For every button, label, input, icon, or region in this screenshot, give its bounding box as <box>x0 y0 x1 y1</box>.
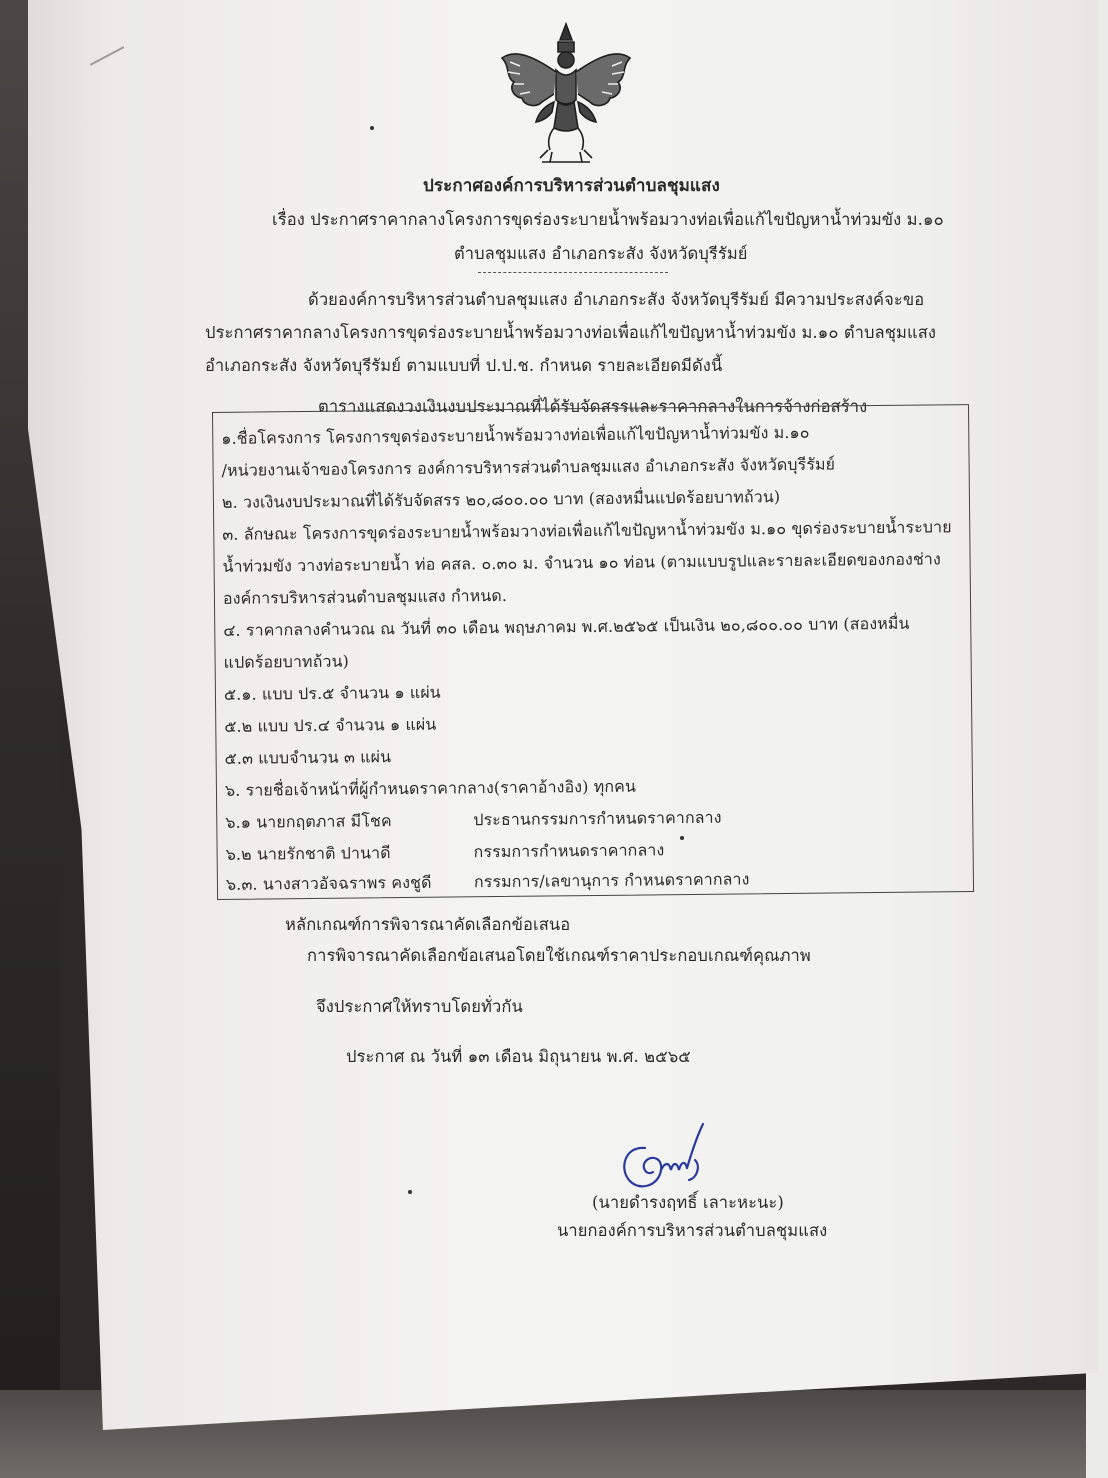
table-line: ๕.๓ แบบจำนวน ๓ แผ่น <box>224 747 392 768</box>
table-line: แปดร้อยบาทถ้วน) <box>223 651 349 672</box>
committee-role: กรรมการกำหนดราคากลาง <box>473 840 665 862</box>
announce-text: จึงประกาศให้ทราบโดยทั่วกัน <box>316 997 523 1016</box>
garuda-emblem-icon <box>496 18 636 168</box>
intro-line-3: อำเภอกระสัง จังหวัดบุรีรัมย์ ตามแบบที่ ป.ป.ช. กำหนด รายละเอียดมีดังนี้ <box>205 356 723 375</box>
committee-role: กรรมการ/เลขานุการ กำหนดราคากลาง <box>473 869 750 892</box>
table-line: ๕.๒ แบบ ปร.๔ จำนวน ๑ แผ่น <box>224 714 437 736</box>
handwritten-signature-icon <box>615 1118 725 1198</box>
speck <box>370 126 374 130</box>
table-line: องค์การบริหารส่วนตำบลชุมแสง กำหนด. <box>222 585 508 608</box>
page-title: ประกาศองค์การบริหารส่วนตำบลชุมแสง <box>423 176 720 196</box>
table-line: ๒. วงเงินงบประมาณที่ได้รับจัดสรร ๒๐,๘๐๐.๐๐ บาท (สองหมื่นแปดร้อยบาทถ้วน) <box>221 487 781 512</box>
budget-table <box>212 404 974 900</box>
committee-role: ประธานกรรมการกำหนดราคากลาง <box>473 807 722 830</box>
divider <box>478 272 668 273</box>
table-line: ๕.๑. แบบ ปร.๕ จำนวน ๑ แผ่น <box>223 682 441 704</box>
table-line: ๓. ลักษณะ โครงการขุดร่องระบายน้ำพร้อมวางท่อเพื่อแก้ไขปัญหาน้ำท่วมขัง ม.๑๐ ขุดร่องระบายน้ำระบาย <box>222 517 952 544</box>
subject-line-1: เรื่อง ประกาศราคากลางโครงการขุดร่องระบายน้ำพร้อมวางท่อเพื่อแก้ไขปัญหาน้ำท่วมขัง ม.๑๐ <box>272 210 944 229</box>
committee-name: ๖.๑ นายกฤตภาส มีโชค <box>225 811 392 832</box>
intro-line-1: ด้วยองค์การบริหารส่วนตำบลชุมแสง อำเภอกระสัง จังหวัดบุรีรัมย์ มีความประสงค์จะขอ <box>308 290 925 309</box>
intro-line-2: ประกาศราคากลางโครงการขุดร่องระบายน้ำพร้อมวางท่อเพื่อแก้ไขปัญหาน้ำท่วมขัง ม.๑๐ ตำบลชุมแสง <box>205 323 937 342</box>
speck <box>408 1190 412 1194</box>
table-line: ๑.ชื่อโครงการ โครงการขุดร่องระบายน้ำพร้อมวางท่อเพื่อแก้ไขปัญหาน้ำท่วมขัง ม.๑๐ <box>221 422 810 448</box>
signer-position: นายกองค์การบริหารส่วนตำบลชุมแสง <box>557 1221 828 1240</box>
table-caption: ตารางแสดงวงเงินงบประมาณที่ได้รับจัดสรรและราคากลางในการจ้างก่อสร้าง <box>318 397 868 416</box>
subject-line-2: ตำบลชุมแสง อำเภอกระสัง จังหวัดบุรีรัมย์ <box>454 244 748 263</box>
criteria-text: การพิจารณาคัดเลือกข้อเสนอโดยใช้เกณฑ์ราคาประกอบเกณฑ์คุณภาพ <box>307 946 811 965</box>
criteria-heading: หลักเกณฑ์การพิจารณาคัดเลือกข้อเสนอ <box>285 915 571 934</box>
committee-name: ๖.๒ นายรักชาติ ปานาดี <box>225 843 391 864</box>
announce-date: ประกาศ ณ วันที่ ๑๓ เดือน มิถุนายน พ.ศ. ๒๕๖๕ <box>346 1047 691 1066</box>
speck <box>680 836 684 840</box>
committee-name: ๖.๓. นางสาวอัจฉราพร คงชูดี <box>225 872 432 894</box>
table-line: ๔. ราคากลางคำนวณ ณ วันที่ ๓๐ เดือน พฤษภาคม พ.ศ.๒๕๖๕ เป็นเงิน ๒๐,๘๐๐.๐๐ บาท (สองหมื่น <box>223 613 910 640</box>
table-line: น้ำท่วมขัง วางท่อระบายน้ำ ท่อ คสล. ๐.๓๐ ม. จำนวน ๑๐ ท่อน (ตามแบบรูปและรายละเอียดของกองช่าง <box>222 549 941 576</box>
table-line: /หน่วยงานเจ้าของโครงการ องค์การบริหารส่วนตำบลชุมแสง อำเภอกระสัง จังหวัดบุรีรัมย์ <box>221 454 836 480</box>
signer-name: (นายดำรงฤทธิ์ เลาะหะนะ) <box>592 1193 784 1212</box>
table-line: ๖. รายชื่อเจ้าหน้าที่ผู้กำหนดราคากลาง(ราคาอ้างอิง) ทุกคน <box>224 776 637 800</box>
